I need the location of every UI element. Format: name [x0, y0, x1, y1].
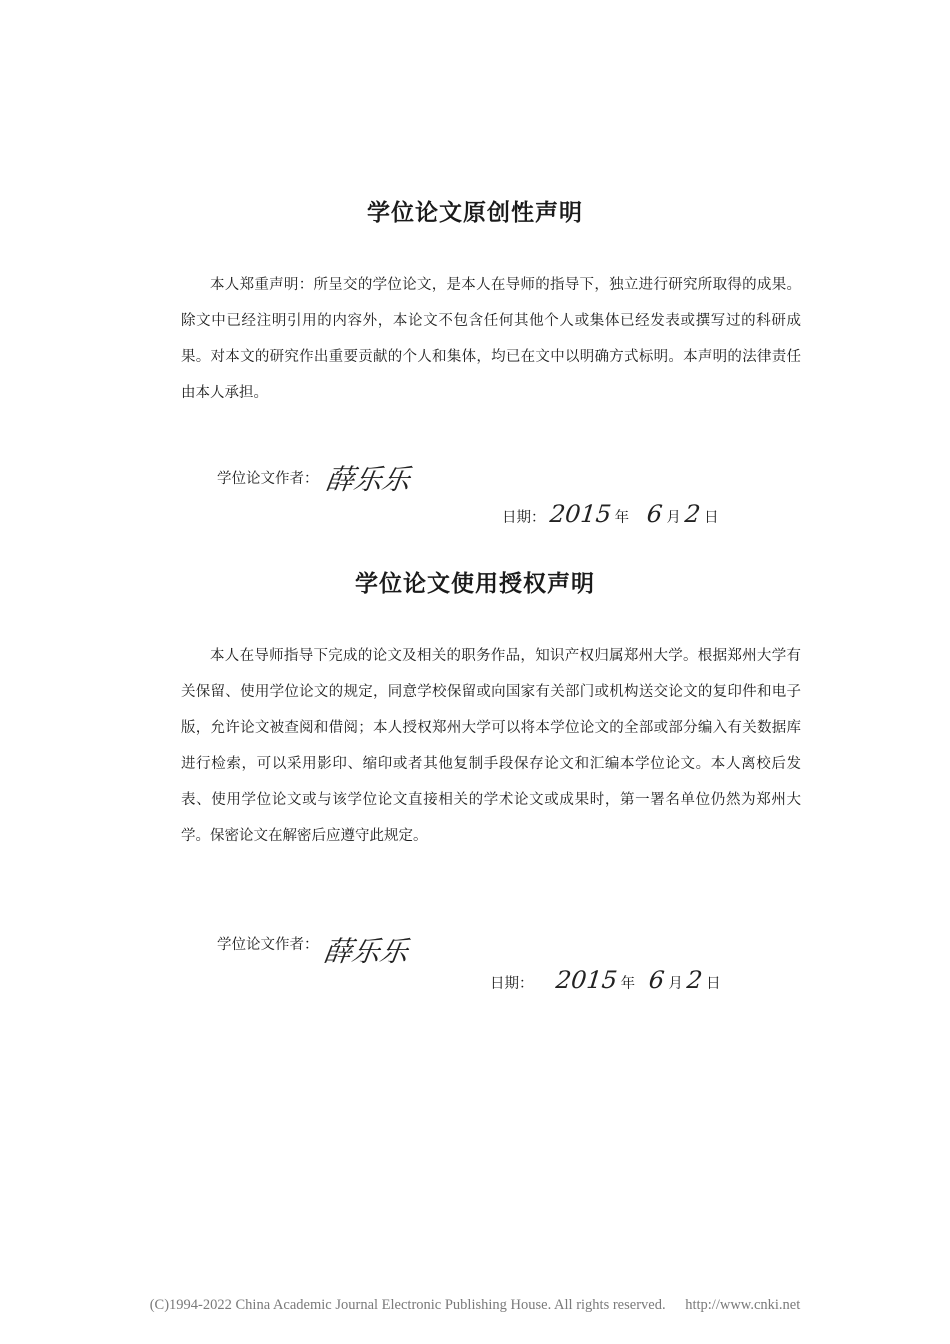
declaration-date: [502, 500, 719, 528]
date-label-2: 日期：: [490, 976, 534, 992]
date-day-2: 2: [685, 966, 704, 994]
author-label-2: 学位论文作者：: [217, 937, 319, 953]
date-day: 2: [683, 500, 702, 528]
cnki-url: http://www.cnki.net: [685, 1297, 801, 1313]
page-footer: [0, 1297, 950, 1314]
authorization-declaration-title: 学位论文使用授权声明: [355, 571, 595, 597]
author-label: 学位论文作者：: [217, 471, 319, 487]
declaration-date-2: [490, 966, 721, 994]
date-month: 6: [645, 500, 664, 528]
date-label: 日期：: [502, 510, 546, 526]
date-month-unit-2: 月: [668, 976, 683, 992]
authorization-declaration-body: 本人在导师指导下完成的论文及相关的职务作品，知识产权归属郑州大学。根据郑州大学有关保留、使用学位论文的规定，同意学校保留或向国家有关部门或机构送交论文的复印件和电子版，允许论文被查阅和借阅；本人授权郑州大学可以将本学位论文的全部或部分编入有关数据库进行检索，可以采用影印、缩印或者其他复制手段保存论文和汇编本学位论文。本人离校后发表、使用学位论文或与该学位论文直接相关的学术论文或成果时，第一署名单位仍然为郑州大学。保密论文在解密后应遵守此规定。: [181, 648, 801, 844]
date-year: 2015: [548, 500, 613, 528]
date-day-unit-2: 日: [706, 976, 721, 992]
copyright-notice: (C)1994-2022 China Academic Journal Electronic Publishing House. All rights reserved.: [149, 1297, 666, 1313]
author-signature: 薛乐乐: [323, 463, 413, 496]
date-day-unit: 日: [704, 510, 719, 526]
date-month-unit: 月: [666, 510, 681, 526]
date-year-2: 2015: [554, 966, 619, 994]
originality-declaration-body: 本人郑重声明：所呈交的学位论文，是本人在导师的指导下，独立进行研究所取得的成果。除文中已经注明引用的内容外，本论文不包含任何其他个人或集体已经发表或撰写过的科研成果。对本文的研究作出重要贡献的个人和集体，均已在文中以明确方式标明。本声明的法律责任由本人承担。: [181, 277, 801, 401]
originality-declaration-title: 学位论文原创性声明: [367, 200, 583, 226]
date-year-unit-2: 年: [620, 976, 636, 992]
date-month-2: 6: [647, 966, 666, 994]
date-year-unit: 年: [614, 510, 630, 526]
author-signature-2: 薛乐乐: [321, 935, 411, 968]
